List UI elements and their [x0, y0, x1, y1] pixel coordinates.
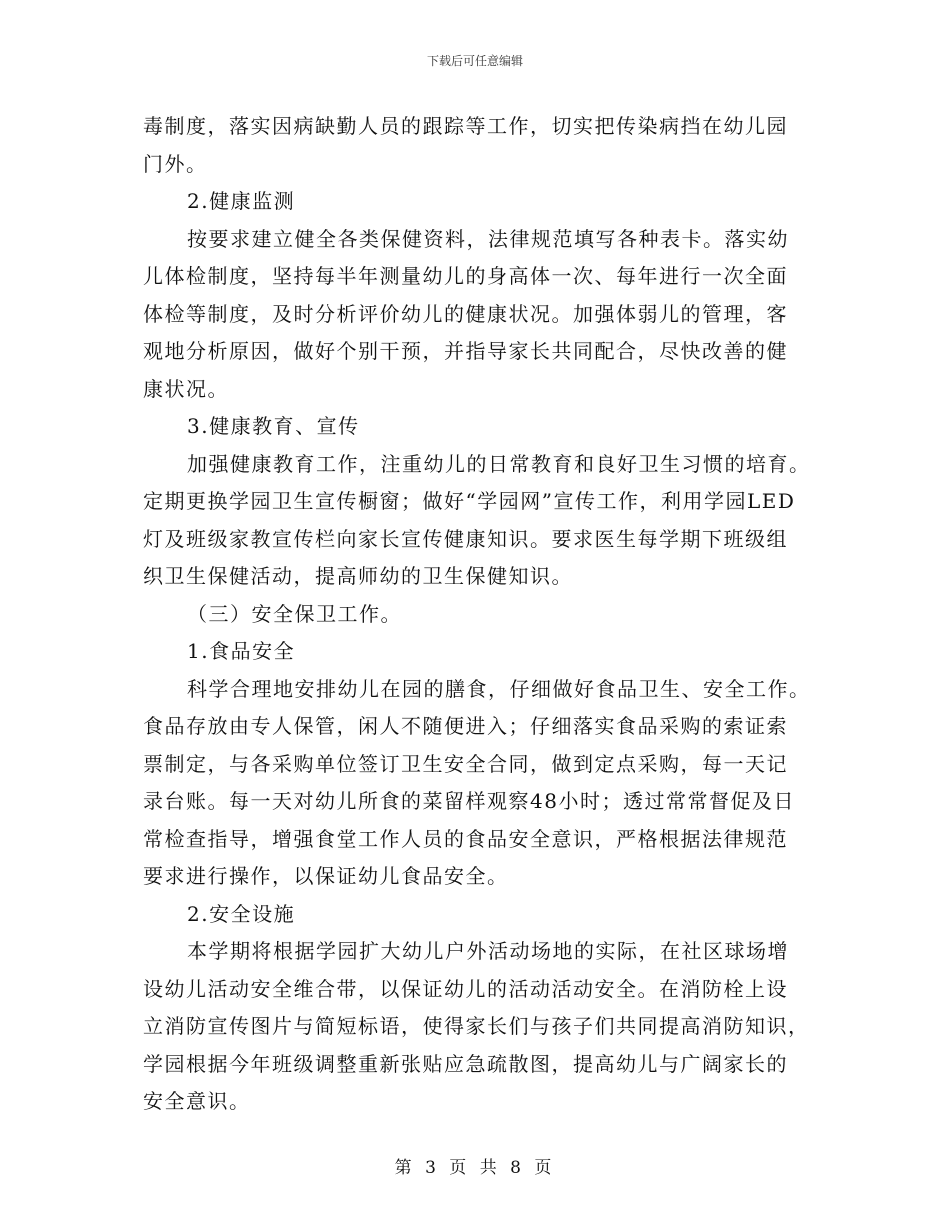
- subheading-health-education: 3.健康教育、宣传: [187, 414, 360, 438]
- paragraph-first-line: 加强健康教育工作，注重幼儿的日常教育和良好卫生习惯的培育。: [187, 451, 811, 476]
- body-line: 观地分析原因，做好个别干预，并指导家长共同配合，尽快改善的健: [143, 339, 788, 363]
- subheading-health-monitoring: 2.健康监测: [187, 189, 296, 213]
- body-line: 儿体检制度，坚持每半年测量幼儿的身高体一次、每年进行一次全面: [143, 264, 788, 288]
- body-line: 票制定，与各采购单位签订卫生安全合同，做到定点采购，每一天记: [143, 751, 788, 776]
- body-line: 体检等制度，及时分析评价幼儿的健康状况。加强体弱儿的管理，客: [143, 301, 788, 326]
- paragraph-first-line: 科学合理地安排幼儿在园的膳食，仔细做好食品卫生、安全工作。: [187, 676, 811, 701]
- document-body: [143, 108, 813, 1121]
- body-line: 灯及班级家教宣传栏向家长宣传健康知识。要求医生每学期下班级组: [143, 526, 788, 551]
- body-line: 安全意识。: [143, 1089, 251, 1113]
- body-line: 定期更换学园卫生宣传橱窗；做好“学园网”宣传工作，利用学园LED: [143, 489, 796, 513]
- body-line: 立消防宣传图片与简短标语，使得家长们与孩子们共同提高消防知识，: [143, 1014, 810, 1038]
- body-line: 织卫生保健活动，提高师幼的卫生保健知识。: [143, 564, 573, 588]
- subheading-food-safety: 1.食品安全: [187, 639, 296, 663]
- paragraph-first-line: 本学期将根据学园扩大幼儿户外活动场地的实际，在社区球场增: [187, 939, 789, 963]
- body-line: 门外。: [143, 151, 208, 176]
- body-line: 康状况。: [143, 376, 229, 401]
- page-header: 下载后可任意编辑: [426, 54, 523, 68]
- page-footer: 第 3 页 共 8 页: [394, 1158, 556, 1178]
- body-line: 录台账。每一天对幼儿所食的菜留样观察48小时；透过常常督促及日: [143, 789, 795, 813]
- body-line: 设幼儿活动安全维合带，以保证幼儿的活动活动安全。在消防栓上设: [143, 976, 788, 1001]
- body-line: 学园根据今年班级调整重新张贴应急疏散图，提高幼儿与广阔家长的: [143, 1051, 788, 1076]
- body-line: 要求进行操作，以保证幼儿食品安全。: [143, 864, 509, 888]
- paragraph-first-line: 按要求建立健全各类保健资料，法律规范填写各种表卡。落实幼: [187, 226, 789, 251]
- body-line: 食品存放由专人保管，闲人不随便进入；仔细落实食品采购的索证索: [143, 714, 788, 738]
- section-heading-security: （三）安全保卫工作。: [187, 601, 402, 626]
- body-line: 毒制度，落实因病缺勤人员的跟踪等工作，切实把传染病挡在幼儿园: [143, 114, 788, 138]
- subheading-safety-facilities: 2.安全设施: [187, 901, 296, 926]
- body-line: 常检查指导，增强食堂工作人员的食品安全意识，严格根据法律规范: [143, 826, 788, 851]
